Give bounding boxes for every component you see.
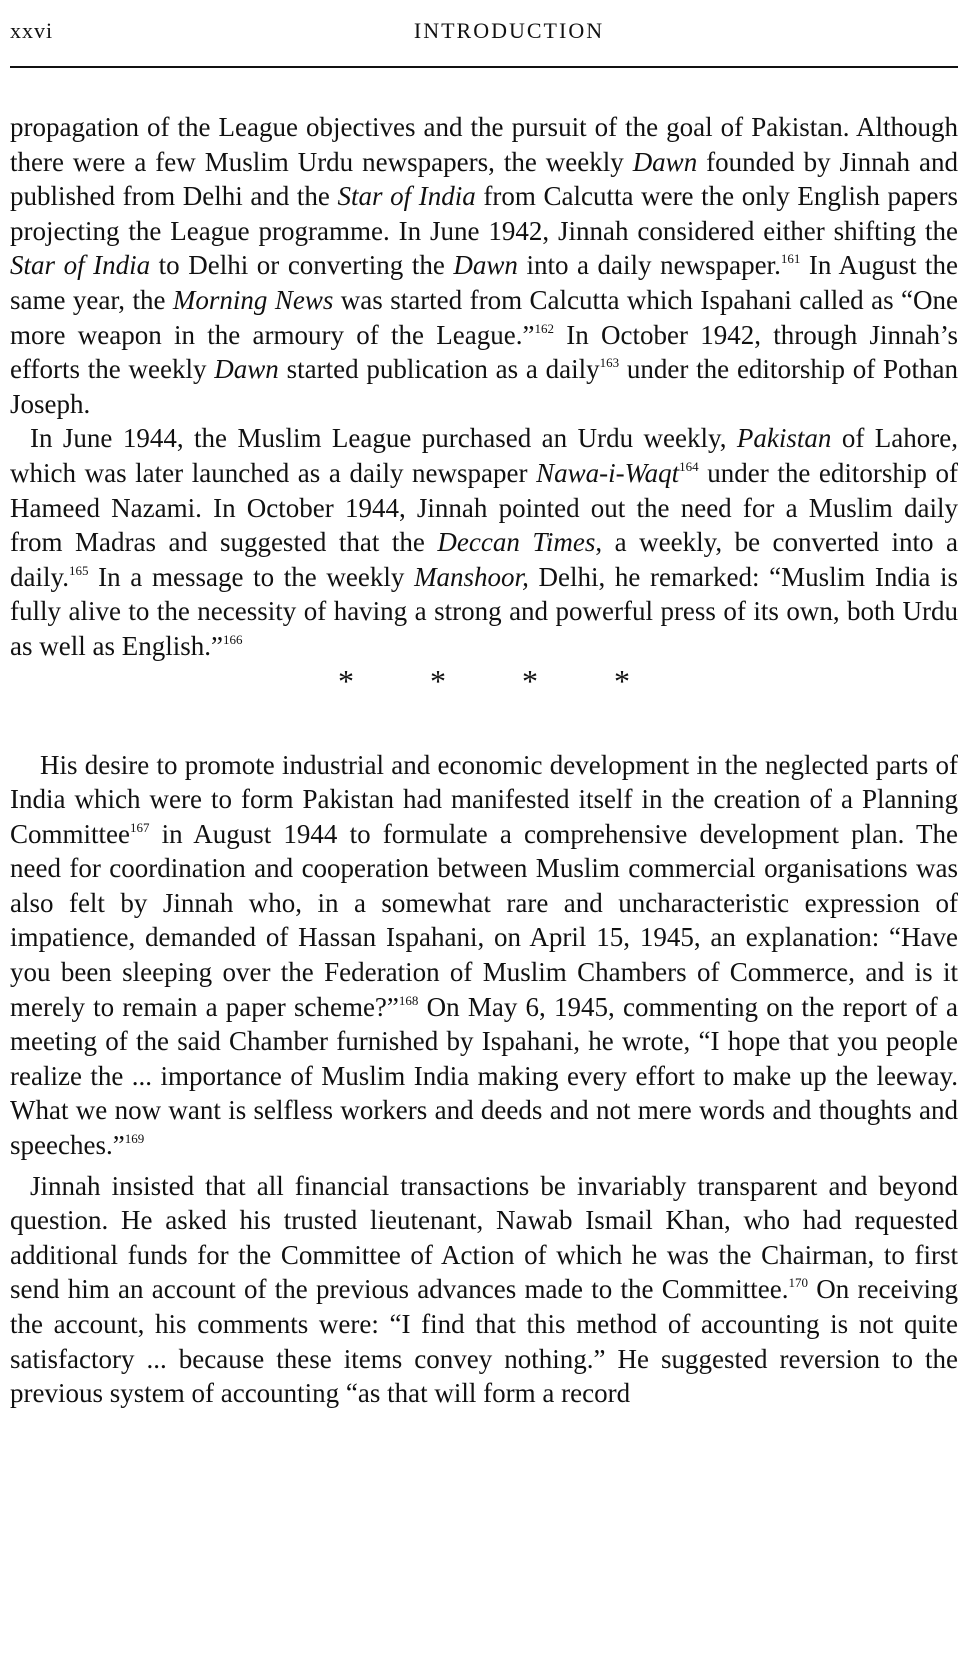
text-run: Delhi, he remarked: “Muslim India is fully alive to the necessity of having a strong and powerful press of its own, both Urdu as well as English.” — [10, 561, 958, 661]
page-number: xxvi — [10, 18, 54, 43]
italic-title: Dawn — [632, 146, 698, 177]
footnote-ref: 164 — [679, 458, 699, 474]
text-run: On receiving the account, his comments were: “I find that this method of accounting is not quite satisfactory ... because these items convey nothing.” He suggested reversion to the previous system of accounting “as that will form a record — [10, 1274, 958, 1409]
paragraph-4 — [10, 1169, 958, 1411]
footnote-ref: 169 — [124, 1131, 145, 1147]
text-run: from Calcutta were the only English papers projecting the League programme. In June 1942, Jinnah considered either shifting the — [10, 181, 958, 246]
text-run: In October 1942, through Jinnah’s efforts the weekly — [10, 319, 958, 385]
footnote-ref: 167 — [129, 819, 150, 835]
text-run: In June 1944, the Muslim League purchased an Urdu weekly, — [30, 423, 737, 454]
text-run: started publication as a daily — [278, 354, 600, 385]
body-text — [10, 110, 958, 1411]
footnote-ref: 161 — [780, 251, 801, 267]
text-run: In a message to the weekly — [88, 561, 415, 592]
italic-title: Manshoor, — [414, 561, 529, 592]
footnote-ref: 166 — [222, 631, 243, 647]
text-run: Jinnah insisted that all financial transactions be invariably transparent and beyond question. He asked his trusted lieutenant, Nawab Ismail Khan, who had requested additional funds for the Committee of Action of which he was the Chairman, to first send him an account of the previous advances made to the Committee. — [10, 1170, 958, 1305]
paragraph-1 — [10, 110, 958, 421]
running-head: INTRODUCTION — [413, 18, 605, 43]
italic-title: Pakistan — [736, 423, 832, 454]
text-run: In August the same year, the — [10, 250, 958, 315]
italic-title: Deccan Times — [437, 527, 596, 558]
text-run: His desire to promote industrial and economic development in the neglected parts of India which were to form Pakistan had manifested itself in the creation of a Planning Committee — [10, 749, 958, 849]
italic-title: Dawn — [214, 354, 279, 385]
text-run: in August 1944 to formulate a comprehensive development plan. The need for coordination and cooperation between Muslim commercial organisations was also felt by Jinnah who, in a somewhat rare and uncharacteristic expression of impatience, demanded of Hassan Ispahani, on April 15, 1945, an explanation: “Have you been sleeping over the Federation of Muslim Chambers of Commerce, and is it merely to remain a paper scheme?” — [10, 818, 958, 1022]
footnote-ref: 163 — [599, 355, 620, 371]
footnote-ref: 168 — [398, 992, 419, 1008]
footnote-ref: 162 — [534, 320, 554, 336]
page-header — [10, 14, 958, 48]
italic-title: Star of India — [337, 181, 476, 212]
text-run: under the editorship of Hameed Nazami. In October 1944, Jinnah pointed out the need for a Muslim daily from Madras and suggested that the — [10, 457, 958, 558]
text-run: On May 6, 1945, commenting on the report of a meeting of the said Chamber furnished by Ispahani, he wrote, “I hope that you people realize the ... importance of Muslim India making every effort to make up the leeway. What we now want is selfless workers and deeds and not mere words and thoughts and speeches.” — [10, 991, 958, 1161]
italic-title: Dawn — [453, 250, 518, 281]
footnote-ref: 165 — [68, 562, 89, 578]
text-run: , a weekly, be converted into a daily. — [10, 527, 958, 592]
text-run: under the editorship of Pothan Joseph. — [10, 354, 958, 419]
text-run: was started from Calcutta which Ispahani called as “One more weapon in the armoury of the League.” — [10, 284, 958, 350]
italic-title: Nawa-i-Waqt — [536, 457, 680, 488]
text-run: propagation of the League objectives and the pursuit of the goal of Pakistan. Although there were a few Muslim Urdu newspapers, the weekly — [10, 112, 958, 177]
paragraph-2 — [10, 421, 958, 663]
paragraph-3 — [10, 748, 958, 1163]
text-run: of Lahore, which was later launched as a daily newspaper — [10, 423, 958, 488]
italic-title: Morning News — [172, 284, 334, 315]
section-break: * * * * — [338, 662, 664, 699]
header-rule — [10, 66, 958, 68]
text-run: into a daily newspaper. — [517, 250, 781, 281]
footnote-ref: 170 — [788, 1275, 808, 1291]
text-run: to Delhi or converting the — [150, 250, 454, 281]
italic-title: Star of India — [10, 250, 151, 281]
text-run: founded by Jinnah and published from Delhi and the — [10, 146, 958, 212]
